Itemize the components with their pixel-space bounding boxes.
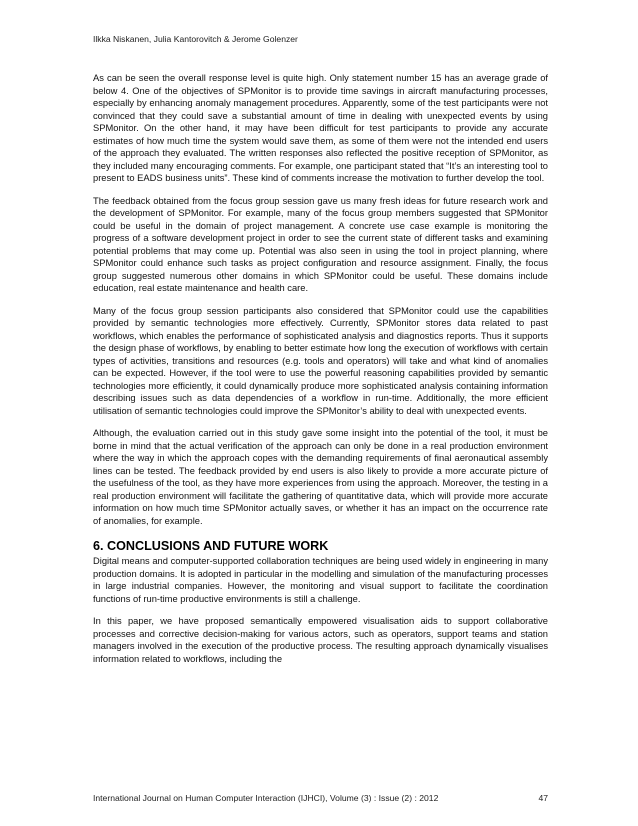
running-header-authors: Ilkka Niskanen, Julia Kantorovitch & Jerome Golenzer xyxy=(93,34,298,44)
section-heading-conclusions: 6. CONCLUSIONS AND FUTURE WORK xyxy=(93,539,329,553)
body-paragraph-3: Many of the focus group session participants also considered that SPMonitor could use the capabilities provided by semantic technologies more effectively. Currently, SPMonitor stores data related to past workflows, which enables the performance of sophisticated analysis and diagnostics reports. Thus it supports the design phase of workflows, by enabling to better estimate how long the execution of workflows with certain types of activities, transitions and resources (e.g. tools and operators) will take and what kind of anomalies can be expected. However, if the tool were to use the powerful reasoning capabilities provided by semantic technologies more efficiently, it could dynamically produce more sophisticated analysis containing information describing issues such as data dependencies of a workflow in run-time. Additionally, the more efficient utilisation of semantic technologies could improve the SPMonitor’s ability to deal with unexpected events. xyxy=(93,305,548,416)
section-paragraph-2: In this paper, we have proposed semantically empowered visualisation aids to support collaborative processes and corrective decision-making for various actors, such as operators, support teams and station managers involved in the execution of the productive process. The resulting approach dynamically visualises information related to workflows, including the xyxy=(93,616,548,664)
body-paragraph-4: Although, the evaluation carried out in this study gave some insight into the potential of the tool, it must be borne in mind that the actual verification of the approach can only be done in a real production environment where the way in which the approach copes with the demanding requirements of final aeronautical assembly lines can be tested. The feedback provided by end users is also likely to provide a more accurate picture of the usefulness of the tool, as they have more experiences from using the approach. Moreover, the testing in a real production environment will facilitate the gathering of quantitative data, which will provide more accurate information on how much time SPMonitor actually saves, or whether it has an impact on the occurrence rate of anomalies, for example. xyxy=(93,428,548,526)
footer-journal-citation: International Journal on Human Computer Interaction (IJHCI), Volume (3) : Issue (2) : 2012 xyxy=(93,793,439,803)
body-paragraph-1: As can be seen the overall response level is quite high. Only statement number 15 has an average grade of below 4. One of the objectives of SPMonitor is to provide time savings in aircraft manufacturing processes, especially by enhancing anomaly management procedures. Apparently, some of the test participants were not convinced that they could save a substantial amount of time in dealing with unexpected events by using SPMonitor. On the other hand, it may have been difficult for test participants to provide any accurate estimates of how much time the system would save them, as some of them were not the intended end users of the approach they evaluated. The written responses also reflected the positive reception of SPMonitor, as they included many encouraging comments. For example, one participant stated that “It’s an interesting tool to present to EADS business units”. These kind of comments increase the motivation to further develop the tool. xyxy=(93,73,548,183)
body-paragraph-2: The feedback obtained from the focus group session gave us many fresh ideas for future research work and the development of SPMonitor. For example, many of the focus group members suggested that SPMonitor could be useful in the domain of project management. A concrete use case example is monitoring the progress of a software development project in order to see the current state of different tasks and examining potential problems that may come up. Potential was also seen in using the tool in project planning, where SPMonitor could enhance such tasks as project configuration and resource assignment. Finally, the focus group suggested numerous other domains in which SPMonitor could be useful. These domains include education, real estate maintenance and health care. xyxy=(93,195,548,293)
page-body xyxy=(93,72,548,675)
section-paragraph-1: Digital means and computer-supported collaboration techniques are being used widely in engineering in many production domains. It is adopted in particular in the modelling and simulation of the manufacturing processes in large industrial companies. However, the monitoring and visual support to facilitate the coordination functions of run-time productive environments is still a challenge. xyxy=(93,556,548,604)
page-number: 47 xyxy=(538,793,548,803)
